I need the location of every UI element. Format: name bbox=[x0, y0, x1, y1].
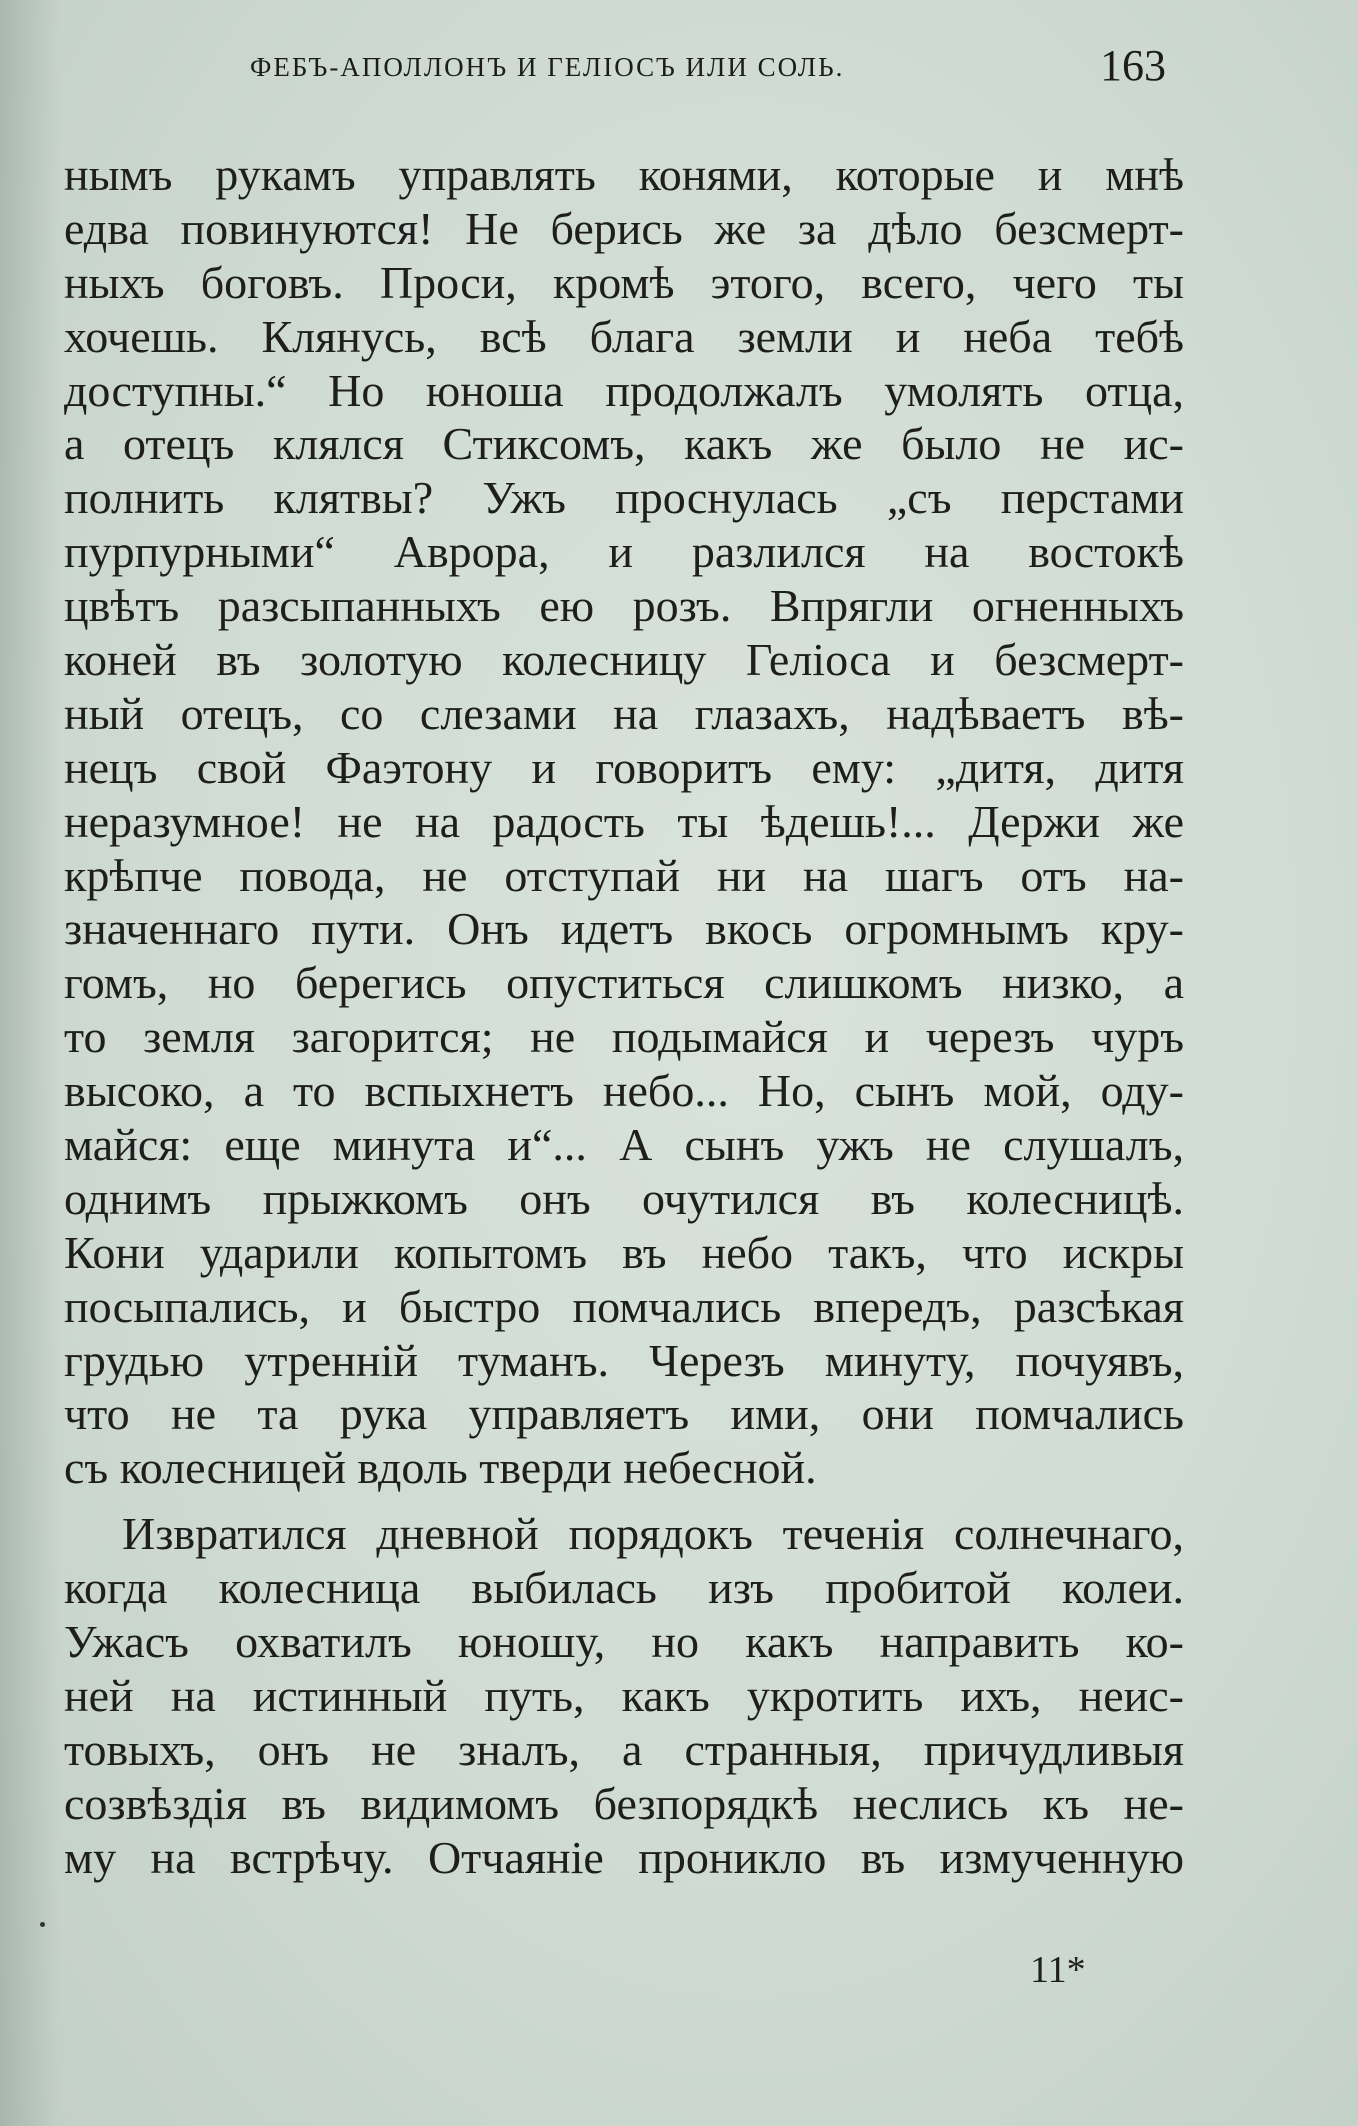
text-line: значеннаго пути. Онъ идетъ вкось огромнымъ кру- bbox=[64, 903, 1184, 955]
text-line: нецъ свой Фаэтону и говоритъ ему: „дитя, дитя bbox=[64, 741, 1184, 793]
text-line: полнить клятвы? Ужъ проснулась „съ перстами bbox=[64, 472, 1184, 524]
text-line: коней въ золотую колесницу Геліоса и безсмерт- bbox=[64, 634, 1184, 686]
running-title: ФЕБЪ-АПОЛЛОНЪ И ГЕЛІОСЪ ИЛИ СОЛЬ. bbox=[250, 52, 845, 82]
text-line: майся: еще минута и“... А сынъ ужъ не слушалъ, bbox=[64, 1119, 1184, 1171]
text-line: то земля загорится; не подымайся и черезъ чуръ bbox=[64, 1011, 1184, 1063]
text-line: крѣпче повода, не отступай ни на шагъ отъ на- bbox=[64, 849, 1184, 901]
page-number: 163 bbox=[1100, 41, 1166, 90]
text-block bbox=[64, 148, 1184, 1885]
text-line: ный отецъ, со слезами на глазахъ, надѣваетъ вѣ- bbox=[64, 687, 1184, 739]
text-line: ней на истинный путь, какъ укротить ихъ, неис- bbox=[64, 1669, 1184, 1721]
text-line: гомъ, но берегись опуститься слишкомъ низко, а bbox=[64, 957, 1184, 1009]
text-line: высоко, а то вспыхнетъ небо... Но, сынъ мой, оду- bbox=[64, 1065, 1184, 1117]
text-line: цвѣтъ разсыпанныхъ ею розъ. Впрягли огненныхъ bbox=[64, 580, 1184, 632]
stray-ink-dot bbox=[40, 1922, 45, 1927]
paragraph-1 bbox=[64, 148, 1184, 1495]
text-line: посыпались, и быстро помчались впередъ, разсѣкая bbox=[64, 1280, 1184, 1332]
signature-mark: 11* bbox=[1030, 1949, 1086, 1991]
text-line: товыхъ, онъ не зналъ, а странныя, причудливыя bbox=[64, 1723, 1184, 1775]
paragraph-2 bbox=[64, 1507, 1184, 1884]
spine-shadow bbox=[0, 0, 60, 2126]
text-line: Кони ударили копытомъ въ небо такъ, что искры bbox=[64, 1226, 1184, 1278]
text-line: когда колесница выбилась изъ пробитой колеи. bbox=[64, 1562, 1184, 1614]
paragraph-gap bbox=[64, 1495, 1184, 1507]
text-line: грудью утренній туманъ. Черезъ минуту, почуявъ, bbox=[64, 1334, 1184, 1386]
text-line: неразумное! не на радость ты ѣдешь!... Держи же bbox=[64, 795, 1184, 847]
text-line: Ужасъ охватилъ юношу, но какъ направить ко- bbox=[64, 1616, 1184, 1668]
text-line: нымъ рукамъ управлять конями, которые и мнѣ bbox=[64, 149, 1184, 200]
text-line: Извратился дневной порядокъ теченія солнечнаго, bbox=[122, 1508, 1184, 1560]
text-line: хочешь. Клянусь, всѣ блага земли и неба тебѣ bbox=[64, 310, 1184, 362]
text-line: едва повинуются! Не берись же за дѣло безсмерт- bbox=[64, 202, 1184, 254]
text-line: ныхъ боговъ. Проси, кромѣ этого, всего, чего ты bbox=[64, 256, 1184, 308]
text-line: а отецъ клялся Стиксомъ, какъ же было не ис- bbox=[64, 418, 1184, 470]
text-line: созвѣздія въ видимомъ безпорядкѣ неслись къ не- bbox=[64, 1777, 1184, 1829]
text-line: однимъ прыжкомъ онъ очутился въ колесницѣ. bbox=[64, 1172, 1184, 1224]
text-line: му на встрѣчу. Отчаяніе проникло въ измученную bbox=[64, 1831, 1184, 1883]
text-line: доступны.“ Но юноша продолжалъ умолять отца, bbox=[64, 364, 1184, 416]
text-line: пурпурными“ Аврора, и разлился на востокѣ bbox=[64, 526, 1184, 578]
text-line: съ колесницей вдоль тверди небесной. bbox=[64, 1442, 817, 1494]
text-line: что не та рука управляетъ ими, они помчались bbox=[64, 1388, 1184, 1440]
